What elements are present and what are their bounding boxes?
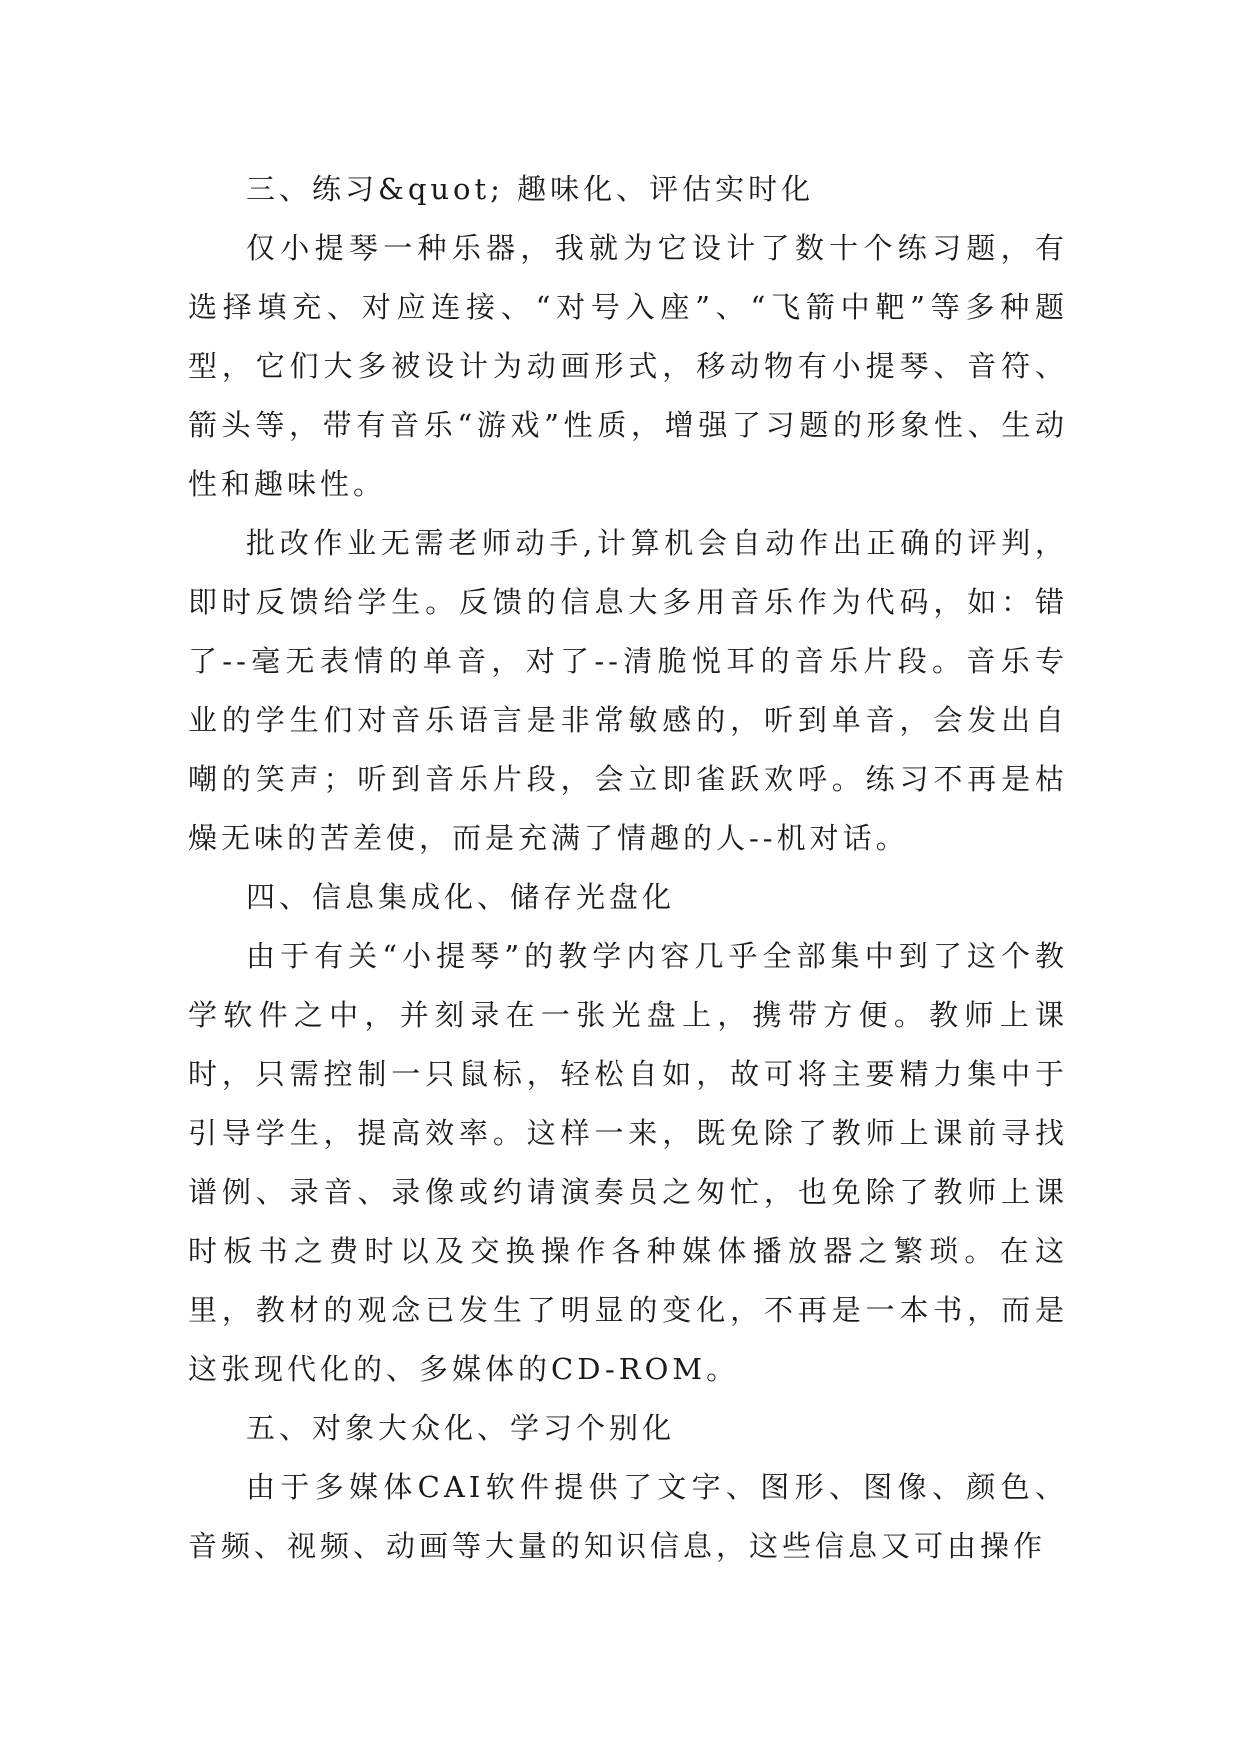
document-body	[188, 160, 1068, 1576]
section-heading-5: 五、对象大众化、学习个别化	[246, 1411, 676, 1445]
section-heading-4: 四、信息集成化、储存光盘化	[246, 880, 676, 914]
paragraph-auto-grading: 批改作业无需老师动手,计算机会自动作出正确的评判，即时反馈给学生。反馈的信息大多用音乐作为代码，如：错了--毫无表情的单音，对了--清脆悦耳的音乐片段。音乐专业的学生们对音乐语言是非常敏感的，听到单音，会发出自嘲的笑声；听到音乐片段，会立即雀跃欢呼。练习不再是枯燥无味的苦差使，而是充满了情趣的人--机对话。	[188, 526, 1068, 855]
paragraph-cd-storage: 由于有关“小提琴”的教学内容几乎全部集中到了这个教学软件之中，并刻录在一张光盘上，携带方便。教师上课时，只需控制一只鼠标，轻松自如，故可将主要精力集中于引导学生，提高效率。这样一来，既免除了教师上课前寻找谱例、录音、录像或约请演奏员之匆忙，也免除了教师上课时板书之费时以及交换操作各种媒体播放器之繁琐。在这里，教材的观念已发生了明显的变化，不再是一本书，而是这张现代化的、多媒体的CD-ROM。	[188, 939, 1068, 1386]
paragraph-practice-design: 仅小提琴一种乐器，我就为它设计了数十个练习题，有选择填充、对应连接、“对号入座”、“飞箭中靶”等多种题型，它们大多被设计为动画形式，移动物有小提琴、音符、箭头等，带有音乐“游戏”性质，增强了习题的形象性、生动性和趣味性。	[188, 231, 1068, 501]
paragraph-individual-learning: 由于多媒体CAI软件提供了文字、图形、图像、颜色、音频、视频、动画等大量的知识信息，这些信息又可由操作	[188, 1470, 1068, 1563]
section-heading-3: 三、练习&quot; 趣味化、评估实时化	[246, 172, 815, 206]
